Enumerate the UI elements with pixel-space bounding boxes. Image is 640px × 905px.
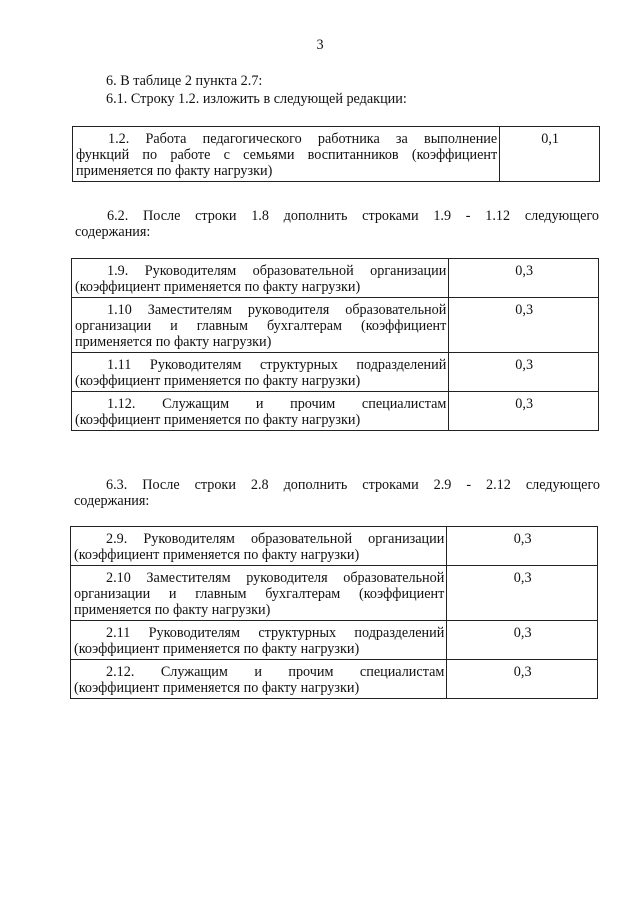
section-6-3-line: 6.3. После строки 2.8 дополнить строками 2.9 - 2.12 следующего (106, 477, 600, 493)
row-coefficient: 0,3 (447, 621, 598, 660)
row-description (71, 660, 447, 699)
table-row (72, 259, 599, 298)
table-6-1 (72, 126, 600, 182)
row-text-line: 2.10 Заместителям руководителя образовательной (106, 570, 445, 586)
row-description (72, 298, 449, 353)
row-coefficient: 0,3 (449, 353, 599, 392)
section-6-3-heading (74, 477, 600, 509)
table-6-2 (71, 258, 599, 431)
row-text-line: (коэффициент применяется по факту нагрузки) (75, 412, 361, 428)
row-coefficient: 0,3 (447, 660, 598, 699)
row-text-line: 1.2. Работа педагогического работника за выполнение (108, 131, 498, 147)
row-description (71, 621, 447, 660)
row-coefficient: 0,3 (449, 298, 599, 353)
row-description (73, 127, 500, 182)
page-number: 3 (316, 37, 324, 53)
table-row (71, 527, 598, 566)
row-coefficient: 0,1 (500, 127, 600, 182)
row-text-line: (коэффициент применяется по факту нагрузки) (74, 680, 360, 696)
section-6-2-heading (75, 208, 599, 240)
section-6-3-line: содержания: (74, 493, 150, 509)
table-row (72, 392, 599, 431)
row-text-line: применяется по факту нагрузки) (74, 602, 271, 618)
table-row (73, 127, 600, 182)
row-description (72, 392, 449, 431)
row-text-line: применяется по факту нагрузки) (75, 334, 272, 350)
row-text-line: 1.11 Руководителям структурных подразделений (107, 357, 447, 373)
table-row (71, 566, 598, 621)
table-6-3 (70, 526, 598, 699)
row-coefficient: 0,3 (449, 392, 599, 431)
table-row (72, 353, 599, 392)
row-coefficient: 0,3 (447, 566, 598, 621)
row-coefficient: 0,3 (447, 527, 598, 566)
section-6-2-line: содержания: (75, 224, 151, 240)
row-text-line: применяется по факту нагрузки) (76, 163, 273, 179)
row-text-line: (коэффициент применяется по факту нагрузки) (74, 641, 360, 657)
row-text-line: 1.12. Служащим и прочим специалистам (107, 396, 447, 412)
row-text-line: (коэффициент применяется по факту нагрузки) (75, 373, 361, 389)
row-text-line: (коэффициент применяется по факту нагрузки) (74, 547, 360, 563)
row-text-line: 1.9. Руководителям образовательной организации (107, 263, 447, 279)
row-text-line: организации и главным бухгалтерам (коэффициент (75, 318, 447, 334)
row-text-line: 2.9. Руководителям образовательной организации (106, 531, 445, 547)
section-6-2-line: 6.2. После строки 1.8 дополнить строками 1.9 - 1.12 следующего (107, 208, 599, 224)
section-6-1-heading: 6.1. Строку 1.2. изложить в следующей редакции: (106, 91, 407, 107)
row-description (71, 566, 447, 621)
row-description (72, 353, 449, 392)
section-6-heading: 6. В таблице 2 пункта 2.7: (106, 73, 263, 89)
table-row (72, 298, 599, 353)
table-row (71, 660, 598, 699)
row-description (72, 259, 449, 298)
row-text-line: 1.10 Заместителям руководителя образовательной (107, 302, 447, 318)
row-text-line: организации и главным бухгалтерам (коэффициент (74, 586, 445, 602)
row-description (71, 527, 447, 566)
row-text-line: функций по работе с семьями воспитанников (коэффициент (76, 147, 498, 163)
row-text-line: 2.12. Служащим и прочим специалистам (106, 664, 445, 680)
row-text-line: (коэффициент применяется по факту нагрузки) (75, 279, 361, 295)
row-coefficient: 0,3 (449, 259, 599, 298)
row-text-line: 2.11 Руководителям структурных подразделений (106, 625, 445, 641)
table-row (71, 621, 598, 660)
